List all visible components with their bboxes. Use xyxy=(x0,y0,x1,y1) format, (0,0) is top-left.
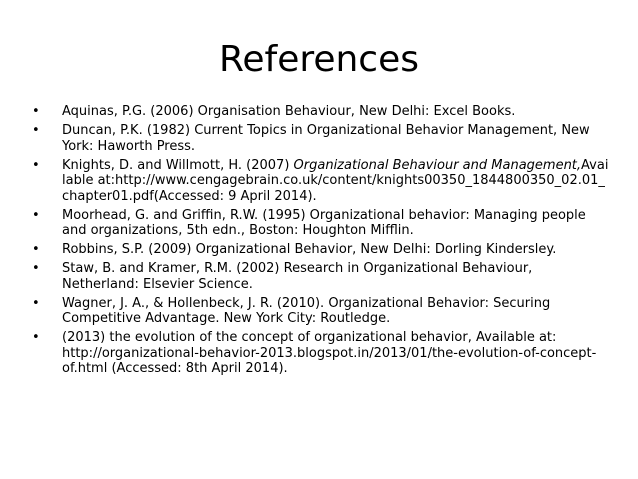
reference-text: Knights, D. and Willmott, H. (2007) xyxy=(62,157,294,173)
reference-text: Moorhead, G. and Griffin, R.W. (1995) Organizational behavior: Managing people and organizations, 5th edn., Boston: Houghton Mifflin. xyxy=(62,207,586,238)
reference-text: Aquinas, P.G. (2006) Organisation Behaviour, New Delhi: Excel Books. xyxy=(62,104,516,119)
reference-item xyxy=(62,242,610,258)
reference-item xyxy=(62,261,610,292)
reference-text: Robbins, S.P. (2009) Organizational Behavior, New Delhi: Dorling Kindersley. xyxy=(62,242,557,257)
reference-text: Wagner, J. A., & Hollenbeck, J. R. (2010). Organizational Behavior: Securing Competitive Advantage. New York City: Routledge. xyxy=(62,295,551,326)
slide-title: References xyxy=(218,39,420,80)
reference-italic-title: Organizational Behaviour and Management, xyxy=(293,157,582,173)
reference-item xyxy=(62,123,610,154)
reference-item xyxy=(62,296,610,327)
reference-text: Staw, B. and Kramer, R.M. (2002) Research in Organizational Behaviour, Netherland: Elsevier Science. xyxy=(62,261,533,292)
reference-item xyxy=(62,208,610,239)
reference-item xyxy=(62,104,610,120)
reference-list xyxy=(62,104,610,380)
reference-item xyxy=(62,158,610,205)
reference-text: (2013) the evolution of the concept of organizational behavior, Available at: http://organizational-behavior-2013.blogspot.in/2013/01/the-evolution-of-concept-of.html (Accessed: 8th April 2014). xyxy=(62,330,597,376)
reference-text: Duncan, P.K. (1982) Current Topics in Organizational Behavior Management, New York: Haworth Press. xyxy=(62,123,590,154)
reference-item xyxy=(62,330,610,377)
reference-text-cont: Available at:http://www.cengagebrain.co.uk/content/knights00350_1844800350_02.01_chapter01.pdf(Accessed: 9 April 2014). xyxy=(62,157,609,204)
